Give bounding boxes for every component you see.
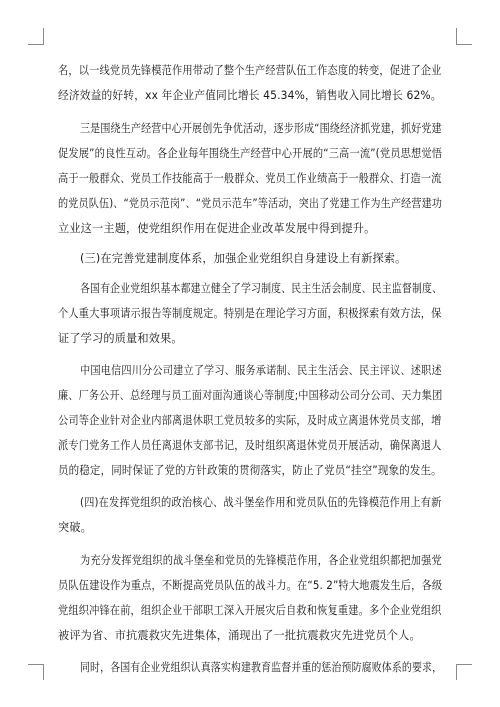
text-line: 的党员队伍)、“党员示范岗”、“党员示范车”等活动，突出了党建工作为生产经营建功 bbox=[58, 197, 443, 210]
paragraph-first-line: 三是围绕生产经营中心开展创先争优活动，逐步形成“围绕经济抓党建，抓好党建 bbox=[80, 122, 442, 135]
crop-mark-top-left-h bbox=[28, 44, 44, 45]
text-line: 促发展”的良性互动。各企业每年围绕生产经营中心开展的“三高一流”(党员思想觉悟 bbox=[58, 147, 443, 160]
text-line: 被评为省、市抗震救灾先进集体，涌现出了一批抗震救灾先进党员个人。 bbox=[58, 629, 421, 642]
crop-mark-bottom-right-v bbox=[456, 664, 457, 680]
text-line: 员的稳定，同时保证了党的方针政策的贯彻落实，防止了党员“挂空”现象的发生。 bbox=[58, 464, 442, 477]
crop-mark-bottom-left-v bbox=[43, 664, 44, 680]
crop-mark-bottom-right-h bbox=[456, 664, 472, 665]
text-line: 派专门党务工作人员任离退休支部书记，及时组织离退休党员开展活动，确保离退人 bbox=[58, 439, 442, 452]
crop-mark-top-right-v bbox=[456, 28, 457, 44]
text-line: 员队伍建设作为重点，不断提高党员队伍的战斗力。在“5. 2”特大地震发生后，各级 bbox=[58, 579, 443, 592]
text-line: 经济效益的好转，xx 年企业产值同比增长 45.34%，销售收入同比增长 62%。 bbox=[58, 89, 442, 102]
section-heading-continued: 突破。 bbox=[58, 521, 93, 534]
paragraph-first-line: 同时，各国有企业党组织认真落实构建教育监督并重的惩治预防腐败体系的要求， bbox=[80, 661, 443, 674]
text-line: 高于一般群众、党员工作技能高于一般群众、党员工作业绩高于一般群众、打造一流 bbox=[58, 172, 442, 185]
paragraph-first-line: 为充分发挥党组织的战斗堡垒和党员的先锋模范作用，各企业党组织都把加强党 bbox=[80, 554, 442, 567]
text-line: 党组织冲锋在前，组织企业干部职工深入开展灾后自救和恢复重建。多个企业党组织 bbox=[58, 604, 442, 617]
text-line: 立业这一主题，使党组织作用在促进企业改革发展中得到提升。 bbox=[58, 222, 376, 235]
paragraph-first-line: 中国电信四川分公司建立了学习、服务承诺制、民主生活会、民主评议、述职述 bbox=[80, 364, 442, 377]
crop-mark-top-right-h bbox=[456, 44, 472, 45]
text-line: 名，以一线党员先锋模范作用带动了整个生产经营队伍工作态度的转变，促进了企业 bbox=[58, 64, 442, 77]
crop-mark-top-left-v bbox=[43, 28, 44, 44]
section-heading: (四)在发挥党组织的政治核心、战斗堡垒作用和党员队伍的先锋模范作用上有新 bbox=[80, 496, 442, 509]
text-line: 廉、厂务公开、总经理与员工面对面沟通谈心等制度;中国移动公司分公司、天力集团 bbox=[58, 389, 443, 402]
crop-mark-bottom-left-h bbox=[28, 664, 44, 665]
text-line: 公司等企业针对企业内部离退休职工党员较多的实际，及时成立离退休党员支部，增 bbox=[58, 414, 442, 427]
text-line: 个人重大事项请示报告等制度规定。特别是在理论学习方面，积极探索有效方法，保 bbox=[58, 307, 442, 320]
paragraph-first-line: 各国有企业党组织基本都建立健全了学习制度、民主生活会制度、民主监督制度、 bbox=[80, 282, 443, 295]
text-line: 证了学习的质量和效果。 bbox=[58, 332, 183, 345]
section-heading: (三)在完善党建制度体系，加强企业党组织自身建设上有新探索。 bbox=[80, 252, 407, 265]
